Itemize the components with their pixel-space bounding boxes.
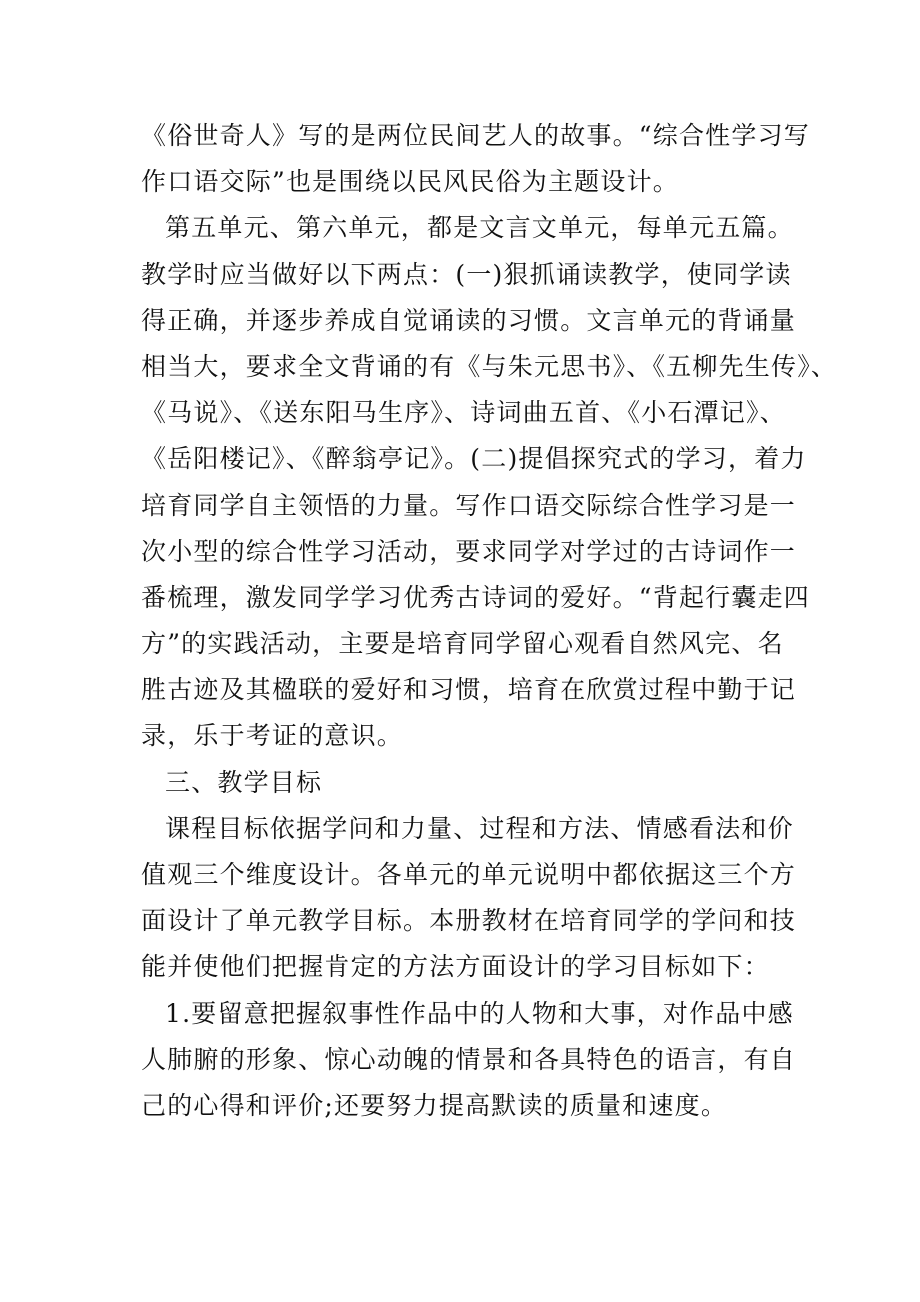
body-text bbox=[141, 113, 838, 1129]
text-line: 《马说》、《送东阳马生序》、诗词曲五首、《小石潭记》、 bbox=[141, 398, 786, 428]
text-line: 《岳阳楼记》、《醉翁亭记》。(二)提倡探究式的学习，着力 bbox=[141, 444, 807, 474]
text-line: 相当大，要求全文背诵的有《与朱元思书》、《五柳先生传》、 bbox=[141, 351, 838, 381]
text-line: 胜古迹及其楹联的爱好和习惯，培育在欣赏过程中勤于记 bbox=[141, 675, 797, 705]
list-item-start-line: 1.要留意把握叙事性作品中的人物和大事，对作品中感 bbox=[165, 998, 794, 1028]
text-line: 得正确，并逐步养成自觉诵读的习惯。文言单元的背诵量 bbox=[141, 305, 797, 335]
paragraph-start-line: 课程目标依据学问和力量、过程和方法、情感看法和价 bbox=[165, 813, 794, 843]
text-line: 值观三个维度设计。各单元的单元说明中都依据这三个方 bbox=[141, 860, 797, 889]
text-line: 教学时应当做好以下两点：(一)狠抓诵读教学，使同学读 bbox=[141, 259, 792, 289]
text-line: 己的心得和评价;还要努力提高默读的质量和速度。 bbox=[141, 1090, 728, 1120]
text-line: 作口语交际”也是围绕以民风民俗为主题设计。 bbox=[141, 167, 679, 197]
paragraph-start-line: 第五单元、第六单元，都是文言文单元，每单元五篇。 bbox=[165, 213, 794, 243]
text-line: 录，乐于考证的意识。 bbox=[141, 721, 404, 751]
section-heading: 三、教学目标 bbox=[165, 767, 323, 797]
text-line: 人肺腑的形象、惊心动魄的情景和各具特色的语言，有自 bbox=[141, 1044, 797, 1074]
text-line: 方”的实践活动，主要是培育同学留心观看自然风完、名 bbox=[141, 629, 784, 659]
text-line: 面设计了单元教学目标。本册教材在培育同学的学问和技 bbox=[141, 906, 797, 936]
text-line: 能并使他们把握肯定的方法方面设计的学习目标如下： bbox=[141, 952, 770, 982]
text-line: 培育同学自主领悟的力量。写作口语交际综合性学习是一 bbox=[141, 490, 797, 520]
text-line: 次小型的综合性学习活动，要求同学对学过的古诗词作一 bbox=[141, 536, 797, 566]
text-line: 番梳理，激发同学学习优秀古诗词的爱好。“背起行囊走四 bbox=[141, 582, 810, 612]
text-line: 《俗世奇人》写的是两位民间艺人的故事。“综合性学习写 bbox=[141, 121, 810, 150]
